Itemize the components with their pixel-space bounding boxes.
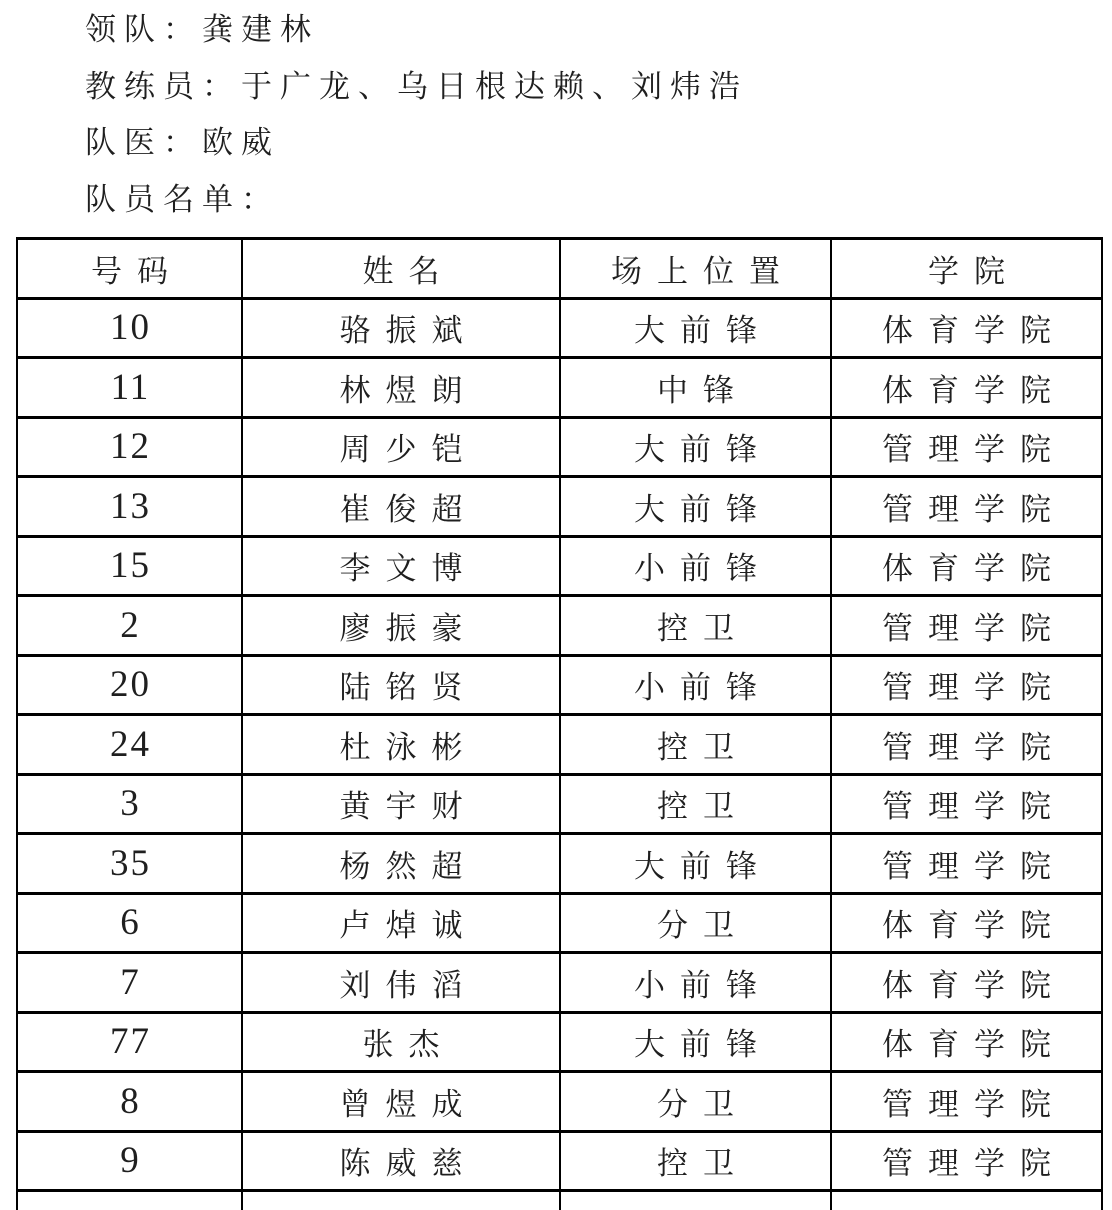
table-row	[17, 834, 1102, 894]
cell-college: 体育学院	[831, 953, 1102, 1013]
cell-number: 6	[17, 893, 242, 953]
cell-position: 控卫	[560, 596, 831, 656]
table-row	[17, 358, 1102, 418]
cell-position: 控卫	[560, 1131, 831, 1191]
cell-college: 体育学院	[831, 298, 1102, 358]
cell-position: 大前锋	[560, 1012, 831, 1072]
table-row	[17, 774, 1102, 834]
header-cell-name: 姓名	[242, 239, 560, 299]
cell-name: 周少铠	[242, 417, 560, 477]
cell-name: 李文博	[242, 536, 560, 596]
table-row	[17, 893, 1102, 953]
table-row	[17, 953, 1102, 1013]
cell-name: 崔俊超	[242, 477, 560, 537]
cell-position: 分卫	[560, 1072, 831, 1132]
cell-college: 管理学院	[831, 774, 1102, 834]
table-row	[17, 715, 1102, 775]
cell-number	[17, 1191, 242, 1210]
cell-name: 刘伟滔	[242, 953, 560, 1013]
cell-position: 小前锋	[560, 953, 831, 1013]
cell-name	[242, 1191, 560, 1210]
header-cell-number: 号码	[17, 239, 242, 299]
cell-college: 体育学院	[831, 358, 1102, 418]
cell-number: 7	[17, 953, 242, 1013]
cell-number: 20	[17, 655, 242, 715]
cell-position: 小前锋	[560, 655, 831, 715]
cell-number: 3	[17, 774, 242, 834]
cell-name: 廖振豪	[242, 596, 560, 656]
table-row	[17, 1131, 1102, 1191]
cell-college: 管理学院	[831, 715, 1102, 775]
table-row	[17, 655, 1102, 715]
cell-number: 12	[17, 417, 242, 477]
cell-name: 杨然超	[242, 834, 560, 894]
cell-number: 8	[17, 1072, 242, 1132]
cell-name: 曾煜成	[242, 1072, 560, 1132]
cell-position: 大前锋	[560, 477, 831, 537]
cell-number: 13	[17, 477, 242, 537]
cell-position: 分卫	[560, 893, 831, 953]
cell-position: 控卫	[560, 774, 831, 834]
cell-number: 11	[17, 358, 242, 418]
cell-number: 15	[17, 536, 242, 596]
header-cell-position: 场上位置	[560, 239, 831, 299]
table-row	[17, 1012, 1102, 1072]
cell-name: 骆振斌	[242, 298, 560, 358]
table-row	[17, 417, 1102, 477]
cell-number: 35	[17, 834, 242, 894]
cell-name: 陈威慈	[242, 1131, 560, 1191]
cell-name: 杜泳彬	[242, 715, 560, 775]
cell-number: 10	[17, 298, 242, 358]
table-row	[17, 536, 1102, 596]
table-row	[17, 1072, 1102, 1132]
team-doctor-line: 队医：欧威	[85, 115, 1112, 172]
cell-college: 管理学院	[831, 477, 1102, 537]
cell-number: 9	[17, 1131, 242, 1191]
cell-college: 管理学院	[831, 655, 1102, 715]
cell-position: 大前锋	[560, 834, 831, 894]
cell-college: 管理学院	[831, 1131, 1102, 1191]
cell-college: 管理学院	[831, 417, 1102, 477]
cell-name: 黄宇财	[242, 774, 560, 834]
cell-position: 大前锋	[560, 298, 831, 358]
table-row	[17, 596, 1102, 656]
table-row	[17, 477, 1102, 537]
cell-college	[831, 1191, 1102, 1210]
cell-college: 体育学院	[831, 536, 1102, 596]
table-row	[17, 298, 1102, 358]
cell-college: 体育学院	[831, 1012, 1102, 1072]
cell-college: 管理学院	[831, 1072, 1102, 1132]
header-cell-college: 学院	[831, 239, 1102, 299]
cell-college: 管理学院	[831, 596, 1102, 656]
cell-number: 77	[17, 1012, 242, 1072]
team-info-block	[0, 0, 1112, 228]
cell-number: 2	[17, 596, 242, 656]
cell-name: 张杰	[242, 1012, 560, 1072]
cell-position: 小前锋	[560, 536, 831, 596]
cell-position: 中锋	[560, 358, 831, 418]
roster-table	[16, 237, 1103, 1210]
cell-name: 卢焯诚	[242, 893, 560, 953]
table-header-row	[17, 239, 1102, 299]
cell-position: 大前锋	[560, 417, 831, 477]
cell-name: 陆铭贤	[242, 655, 560, 715]
team-leader-line: 领队：龚建林	[85, 2, 1112, 59]
cell-college: 体育学院	[831, 893, 1102, 953]
cell-college: 管理学院	[831, 834, 1102, 894]
cell-position: 控卫	[560, 715, 831, 775]
table-row-partial-clipped	[17, 1191, 1102, 1210]
cell-position	[560, 1191, 831, 1210]
cell-name: 林煜朗	[242, 358, 560, 418]
coaches-line: 教练员：于广龙、乌日根达赖、刘炜浩	[85, 59, 1112, 116]
cell-number: 24	[17, 715, 242, 775]
roster-heading: 队员名单：	[85, 172, 1112, 229]
